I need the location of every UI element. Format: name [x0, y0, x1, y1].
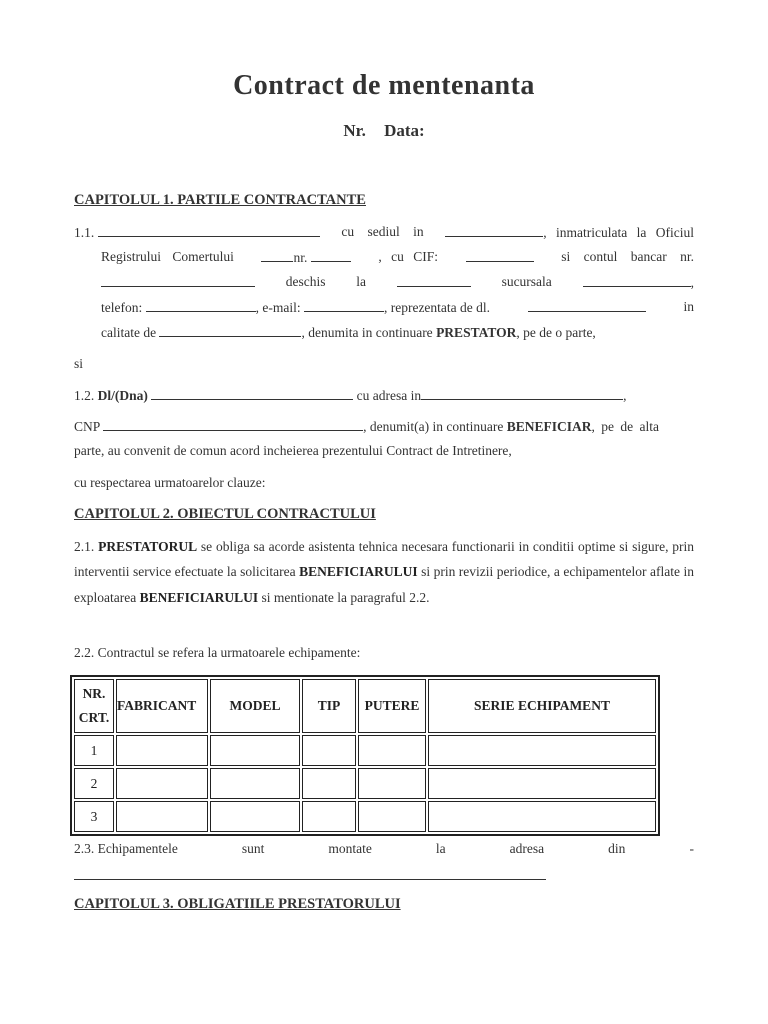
table-row	[74, 801, 656, 832]
sucursala-blank	[583, 274, 691, 287]
text-fragment: nr.	[293, 250, 308, 265]
text-fragment: , e-mail:	[255, 300, 301, 315]
beneficiary-name-blank	[151, 387, 353, 400]
table-header-row	[74, 679, 656, 733]
beneficiar-term: BENEFICIAR	[506, 419, 592, 434]
table-cell[interactable]	[210, 735, 300, 766]
clause-2-2: 2.2. Contractul se refera la urmatoarele echipamente:	[74, 645, 361, 660]
clause-number: 1.2.	[74, 388, 95, 403]
cont-blank	[101, 274, 255, 287]
clause-1-1-line-5	[101, 324, 596, 341]
prestatorul-term: PRESTATORUL	[98, 539, 198, 554]
text-fragment: cu sediul in	[341, 224, 424, 239]
role-blank	[159, 324, 301, 337]
clause-1-2-line-1: 1.2. Dl/(Dna) cu adresa in ,	[74, 388, 627, 403]
clause-1-1-line-3: deschis la sucursala ,	[101, 274, 694, 291]
text-fragment: si mentionate la paragraful 2.2.	[258, 589, 430, 605]
clause-2-3-line-1	[74, 841, 694, 857]
cif-blank	[466, 249, 534, 262]
row-number: 1	[74, 735, 114, 766]
text-fragment: , pe de alta	[591, 419, 659, 434]
document-title: Contract de mentenanta	[233, 70, 535, 101]
text-fragment: la	[356, 274, 367, 289]
beneficiarului-term: BENEFICIARULUI	[299, 564, 418, 580]
banca-blank	[397, 274, 471, 287]
header-putere: PUTERE	[358, 679, 426, 733]
name-blank	[98, 224, 320, 237]
header-tip: TIP	[302, 679, 356, 733]
table-cell[interactable]	[428, 801, 656, 832]
header-serie-echipament: SERIE ECHIPAMENT	[428, 679, 656, 733]
representative-blank	[528, 299, 646, 312]
prestator-term: PRESTATOR	[436, 325, 517, 340]
chapter-3-heading: CAPITOLUL 3. OBLIGATIILE PRESTATORULUI	[74, 896, 401, 912]
clause-1-2-line-2	[74, 418, 694, 435]
si-text: si	[74, 356, 84, 371]
header-fabricant: FABRICANT	[116, 679, 208, 733]
text-fragment: , cu CIF:	[378, 249, 438, 264]
text-fragment: sunt	[241, 841, 265, 856]
text-fragment: si contul bancar nr.	[561, 249, 694, 264]
text-fragment: la	[435, 841, 446, 856]
nr-blank	[311, 249, 351, 262]
table-cell[interactable]	[302, 735, 356, 766]
equipment-table	[70, 675, 660, 836]
clause-number: 2.1.	[74, 539, 95, 554]
text-fragment: Registrului Comertului	[101, 249, 234, 264]
table-cell[interactable]	[428, 768, 656, 799]
beneficiarului-term: BENEFICIARULUI	[139, 589, 259, 605]
text-fragment: deschis	[285, 274, 326, 289]
text-fragment: , pe de o parte,	[516, 325, 596, 340]
text-fragment: si prin revizii periodice, a echipamentelor aflate in exploatarea	[74, 564, 694, 605]
table-cell[interactable]	[358, 801, 426, 832]
text-fragment: -	[689, 841, 694, 856]
text-fragment: telefon:	[101, 300, 143, 315]
table-cell[interactable]	[358, 768, 426, 799]
table-row	[74, 735, 656, 766]
text-fragment: , inmatriculata la Oficiul	[543, 225, 694, 240]
nr-data-line: Nr. Data:	[343, 121, 425, 140]
text-fragment: din	[608, 841, 626, 856]
text-fragment: , denumita in continuare	[301, 325, 433, 340]
text-fragment: CNP	[74, 419, 100, 434]
text-fragment: calitate de	[101, 325, 157, 340]
table-cell[interactable]	[428, 735, 656, 766]
table-row	[74, 768, 656, 799]
text-fragment: in	[683, 299, 694, 314]
clause-number: 1.1.	[74, 225, 95, 240]
text-fragment: 2.3. Echipamentele	[74, 841, 178, 856]
text-fragment: sucursala	[501, 274, 552, 289]
reg-blank	[261, 249, 293, 262]
header-nr-crt: NR. CRT.	[74, 679, 114, 733]
cnp-blank	[103, 418, 363, 431]
address-blank	[421, 387, 623, 400]
clause-1-1-line-2	[101, 249, 694, 266]
table-cell[interactable]	[358, 735, 426, 766]
row-number: 2	[74, 768, 114, 799]
text-fragment: , reprezentata de dl.	[383, 300, 491, 315]
chapter-1-heading: CAPITOLUL 1. PARTILE CONTRACTANTE	[74, 192, 366, 208]
clause-1-2-line-3: parte, au convenit de comun acord incheierea prezentului Contract de Intretinere,	[74, 443, 512, 458]
header-model: MODEL	[210, 679, 300, 733]
table-cell[interactable]	[116, 801, 208, 832]
text-fragment: adresa	[509, 841, 545, 856]
clause-1-1-line-4	[101, 299, 694, 316]
text-fragment: montate	[328, 841, 372, 856]
table-cell[interactable]	[116, 735, 208, 766]
dl-dna-term: Dl/(Dna)	[97, 388, 148, 403]
phone-blank	[146, 299, 256, 312]
text-fragment: cu adresa in	[356, 388, 422, 403]
table-cell[interactable]	[302, 768, 356, 799]
installation-address-blank	[74, 867, 546, 880]
table-cell[interactable]	[302, 801, 356, 832]
row-number: 3	[74, 801, 114, 832]
text-fragment: , denumit(a) in continuare	[363, 419, 504, 434]
clause-2-1	[74, 534, 694, 610]
text-fragment: se obliga sa acorde asistenta tehnica necesara functionarii in conditii optime si sigure, prin interventii service efectuate la solicitarea	[74, 539, 695, 580]
chapter-2-heading: CAPITOLUL 2. OBIECTUL CONTRACTULUI	[74, 506, 376, 522]
clause-1-1-line-1	[74, 224, 694, 241]
table-cell[interactable]	[116, 768, 208, 799]
table-cell[interactable]	[210, 768, 300, 799]
clauses-intro: cu respectarea urmatoarelor clauze:	[74, 475, 266, 490]
sediu-blank	[445, 224, 543, 237]
email-blank	[304, 299, 384, 312]
table-cell[interactable]	[210, 801, 300, 832]
